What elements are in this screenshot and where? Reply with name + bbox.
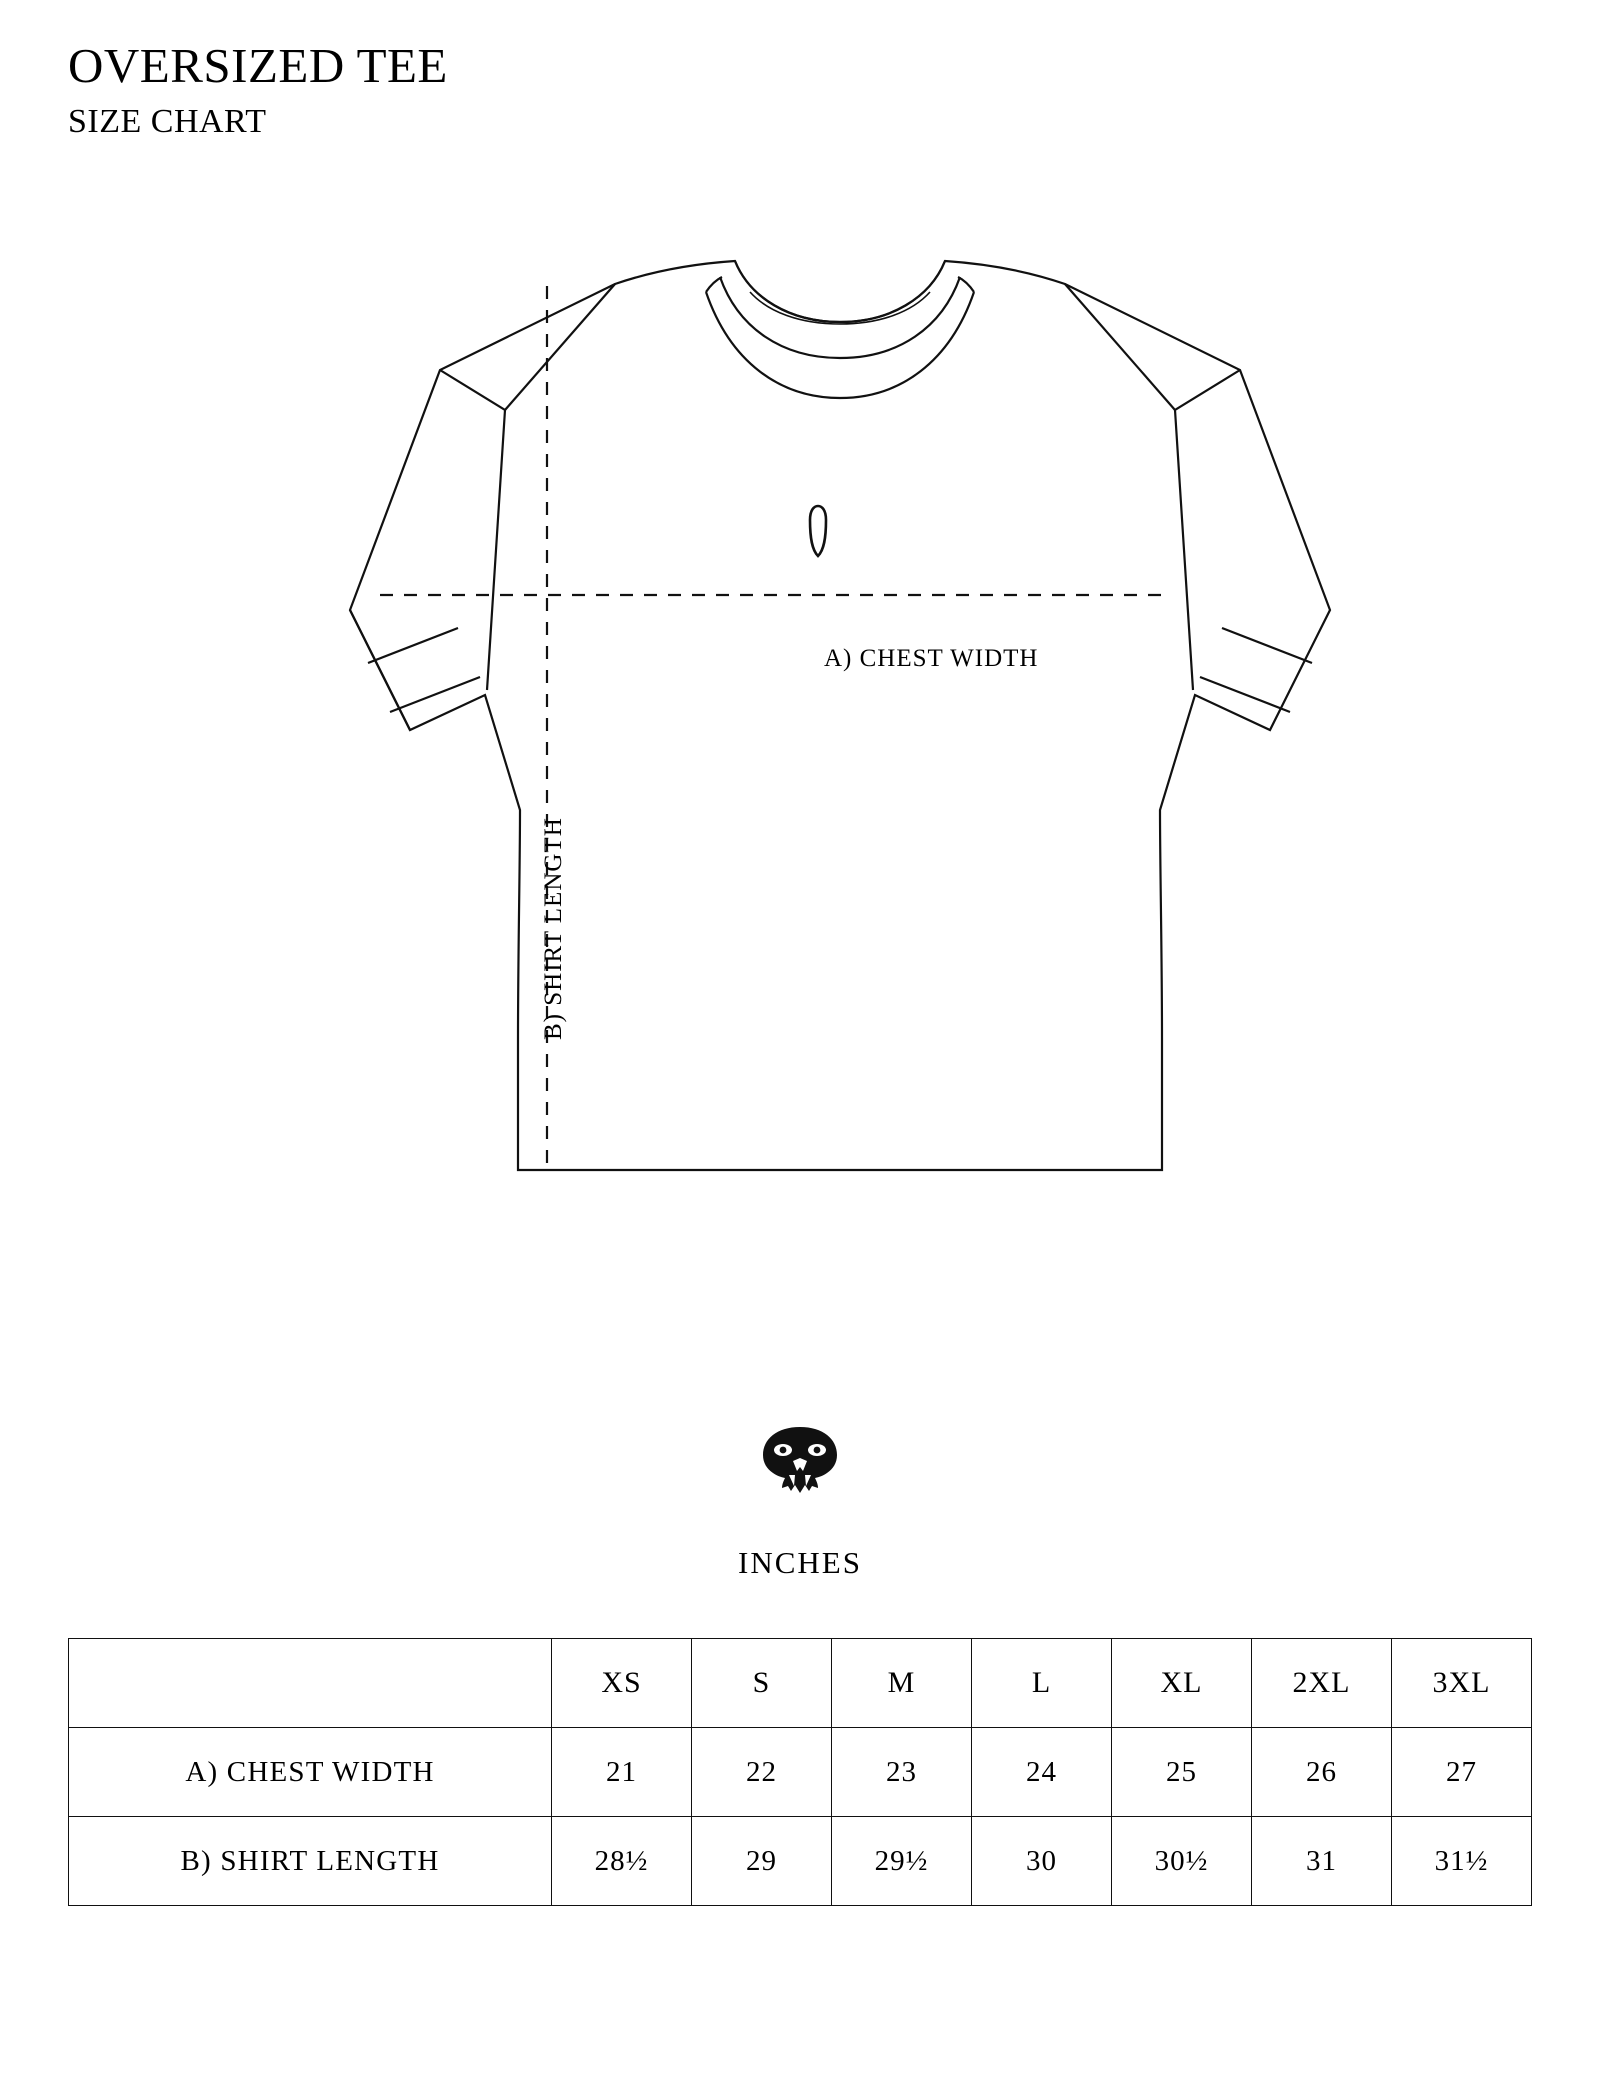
col-header-xs: XS: [552, 1639, 692, 1728]
cell-length-xs: 28½: [552, 1817, 692, 1906]
size-table: [68, 1638, 1532, 1906]
cell-chest-xs: 21: [552, 1728, 692, 1817]
cell-chest-xl: 25: [1112, 1728, 1252, 1817]
cell-chest-2xl: 26: [1252, 1728, 1392, 1817]
tee-technical-drawing: [150, 250, 1450, 1250]
title-main: OVERSIZED TEE: [68, 38, 448, 93]
shirt-length-callout: B) SHIRT LENGTH: [540, 817, 567, 1040]
table-row: [69, 1728, 1532, 1817]
cell-chest-3xl: 27: [1392, 1728, 1532, 1817]
cell-length-s: 29: [692, 1817, 832, 1906]
table-row: [69, 1817, 1532, 1906]
cell-length-m: 29½: [832, 1817, 972, 1906]
cell-chest-m: 23: [832, 1728, 972, 1817]
title-sub: SIZE CHART: [68, 103, 267, 141]
col-header-l: L: [972, 1639, 1112, 1728]
col-header-3xl: 3XL: [1392, 1639, 1532, 1728]
col-header-m: M: [832, 1639, 972, 1728]
cell-length-l: 30: [972, 1817, 1112, 1906]
row-label-chest-width: A) CHEST WIDTH: [69, 1728, 552, 1817]
snake-head-logo: [755, 1425, 845, 1505]
col-header-xl: XL: [1112, 1639, 1252, 1728]
page-title: [68, 40, 448, 141]
col-header-s: S: [692, 1639, 832, 1728]
cell-length-2xl: 31: [1252, 1817, 1392, 1906]
cell-chest-l: 24: [972, 1728, 1112, 1817]
chest-width-callout: A) CHEST WIDTH: [824, 645, 1039, 672]
row-label-shirt-length: B) SHIRT LENGTH: [69, 1817, 552, 1906]
table-header-row: [69, 1639, 1532, 1728]
col-header-2xl: 2XL: [1252, 1639, 1392, 1728]
cell-chest-s: 22: [692, 1728, 832, 1817]
cell-length-3xl: 31½: [1392, 1817, 1532, 1906]
table-corner-cell: [69, 1639, 552, 1728]
cell-length-xl: 30½: [1112, 1817, 1252, 1906]
units-label: INCHES: [738, 1545, 862, 1580]
